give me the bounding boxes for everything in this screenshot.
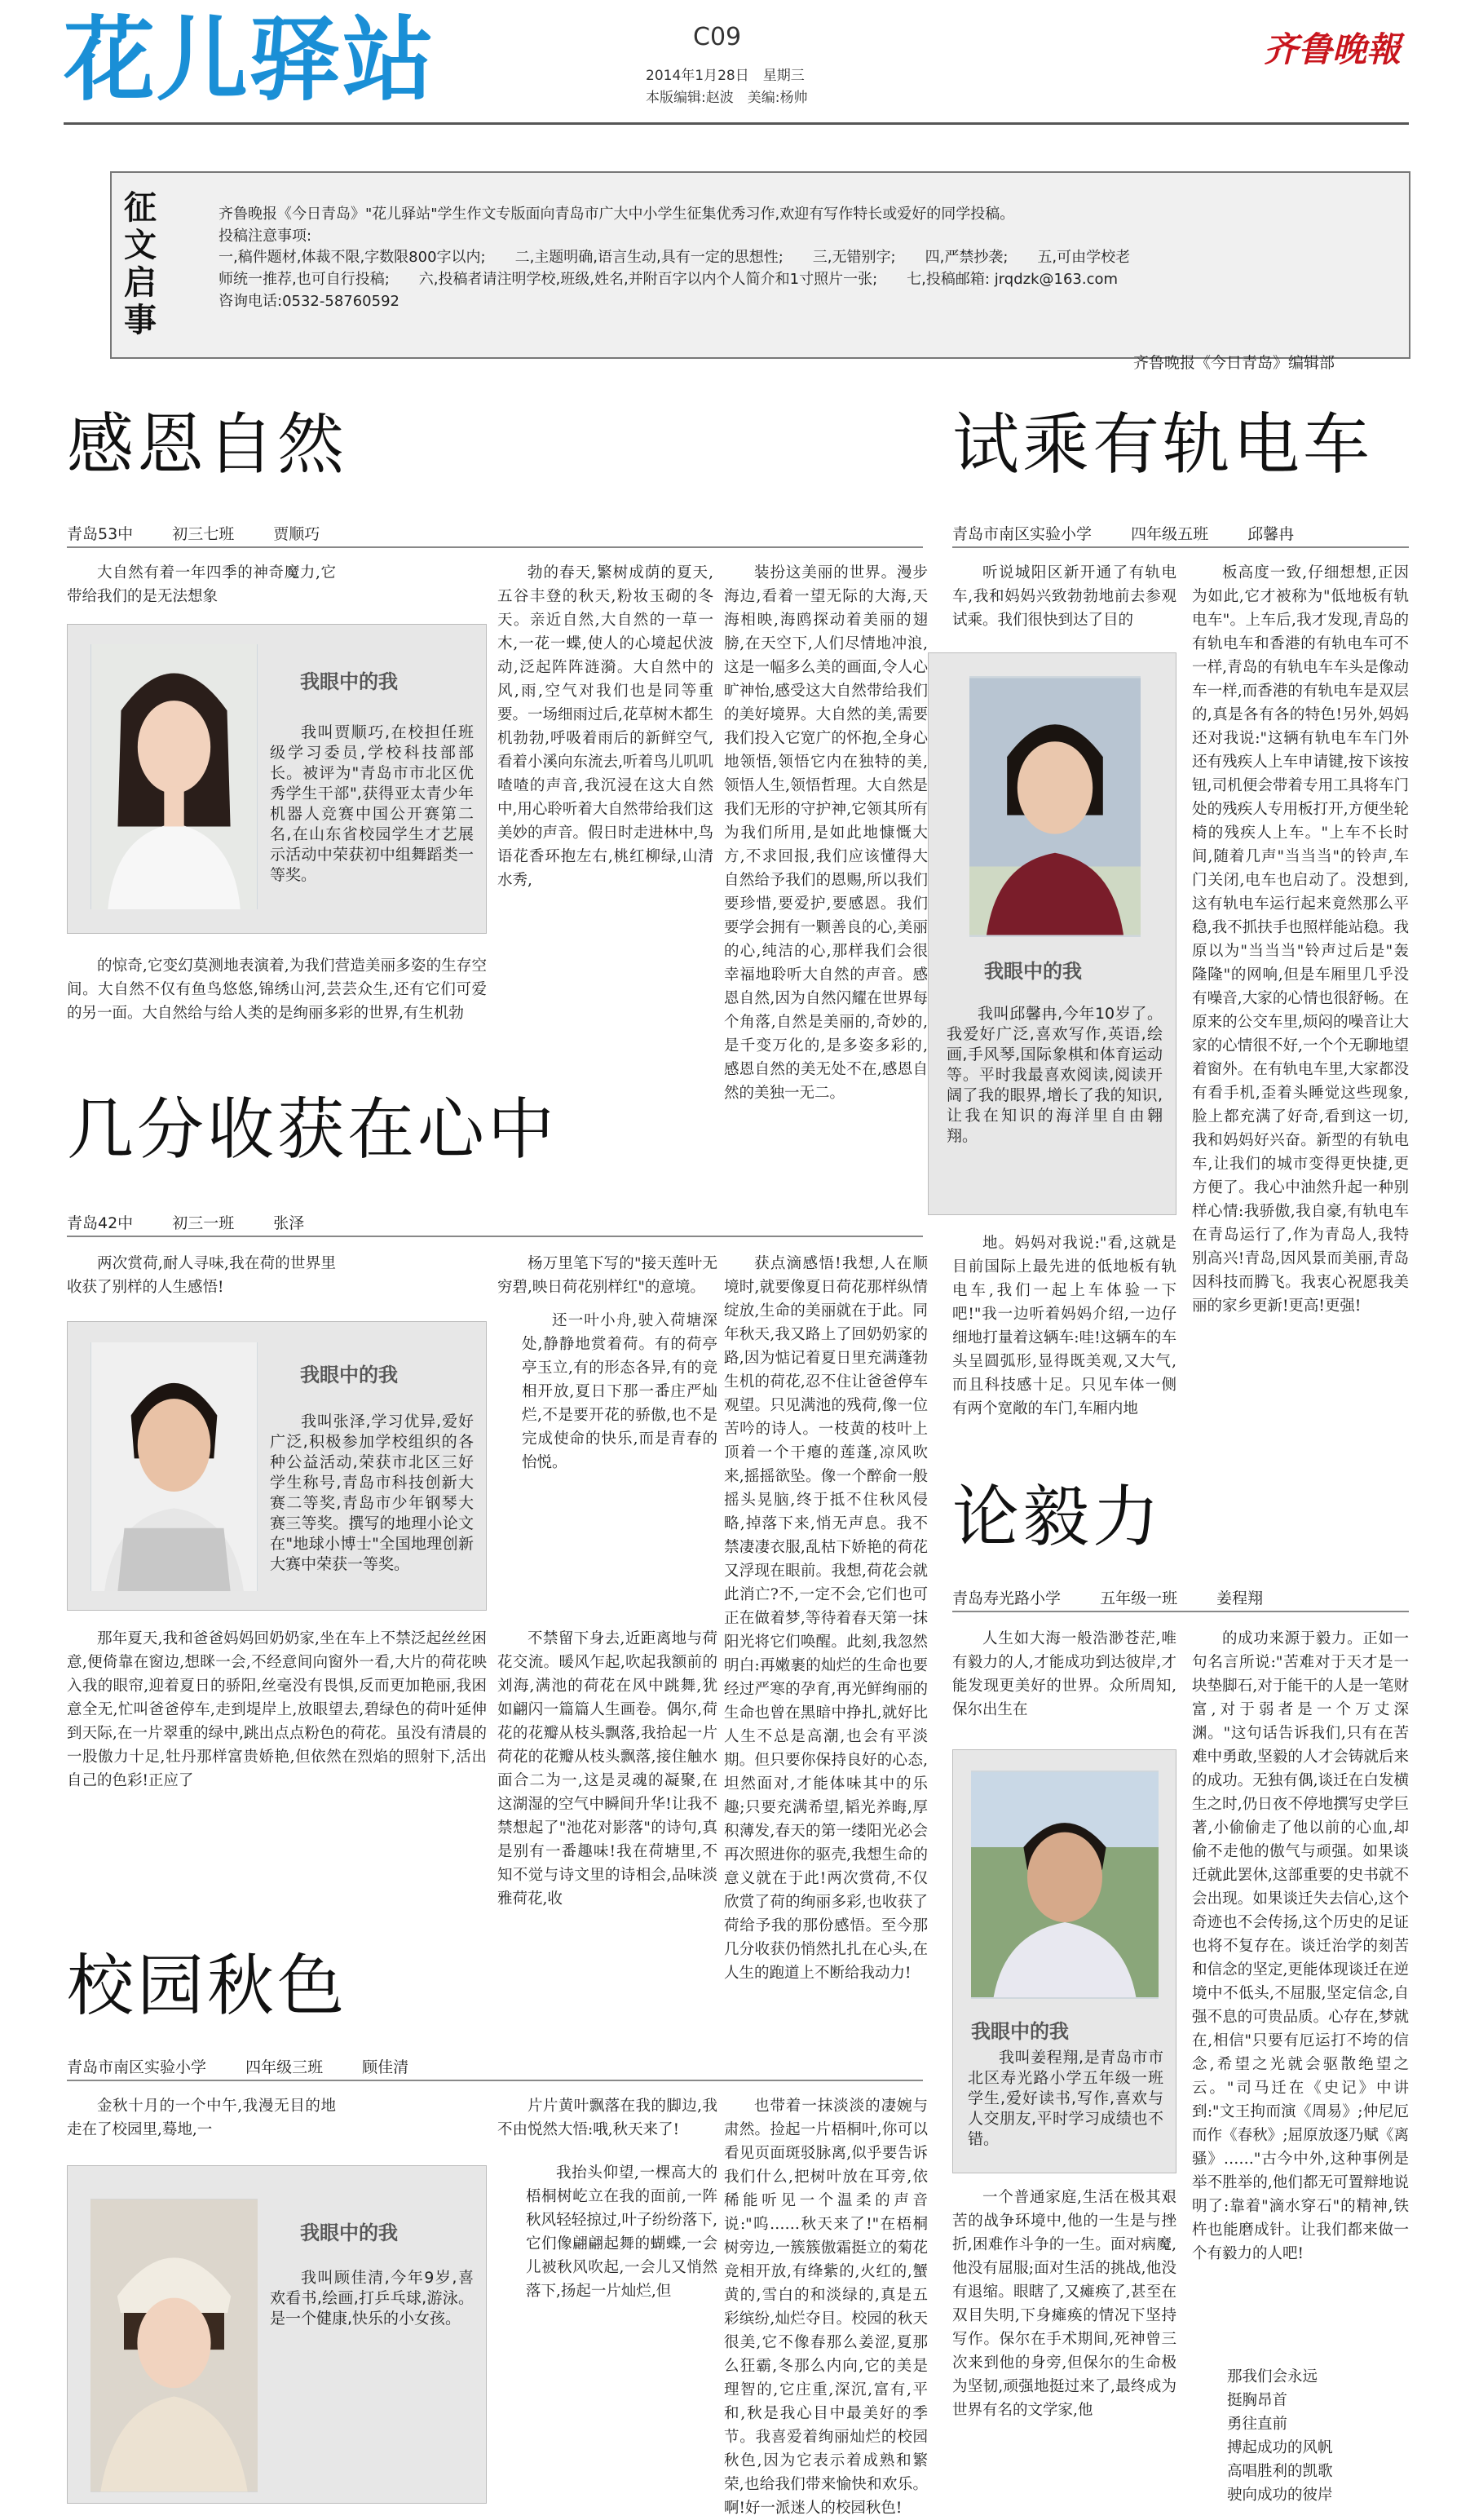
article-column: 获点滴感悟!我想,人在顺境时,就要像夏日荷花那样纵情绽放,生命的美丽就在于此。同年秋天,我又路上了回奶奶家的路,因为惦记着夏日里充满蓬勃生机的荷花,忍不住让爸爸停车观望。只见满池的残荷,像一位苦吟的诗人。一枝黄的枝叶上顶着一个干瘪的莲蓬,凉风吹来,摇摇欲坠。像一个醉俞一般摇头晃脑,终于抵不住秋风侵略,掉落下来,悄无声息。我不禁凄凄衣服,乱枯下娇艳的荷花又浮现在眼前。我想,荷花会就此消亡?不,一定不会,它们也可正在做着梦,等待着春天第一抹阳光将它们唤醒。此刻,我忽然明白:再嫩裹的灿烂的生命也要经过严寒的孕育,再光鲜绚丽的生命也曾在黑暗中挣扎,就好比人生不总是高潮,也会有平淡期。但只要你保持良好的心态,坦然面对,才能体味其中的乐趣;只要充满希望,韬光养晦,厚积薄发,春天的第一缕阳光必会再次照进你的驱壳,我想生命的意义就在于此!两次赏荷,不仅欣赏了荷的绚丽多彩,也收获了荷给予我的那份感悟。至今那几分收获仍悄然扎扎在心头,在人生的跑道上不断给我动力!	[724, 1255, 928, 1982]
article-column: 板高度一致,仔细想想,正因为如此,它才被称为"低地板有轨电车"。上车后,我才发现,青岛的有轨电车和香港的有轨电车可不一样,青岛的有轨电车车头是像动车一样,而香港的有轨电车是双层的,真是各有各的特色!另外,妈妈还对我说:"这辆有轨电车车门外还有残疾人上车申请键,按下该按钮,司机便会带着专用工具将车门处的残疾人专用板打开,方便坐轮椅的残疾人上车。"上车不长时间,随着几声"当当当"的铃声,车门关闭,电车也启动了。没想到,这有轨电车运行起来竟然那么平稳,我不抓扶手也照样能站稳。我原以为"当当当"铃声过后是"轰隆隆"的网响,但是车厢里几乎没有噪音,大家的心情也很舒畅。在原来的公交车里,烦闷的噪音让大家的心情很不好,一个个无聊地望着窗外。在有轨电车里,大家都没有看手机,歪着头睡觉这些现象,脸上都充满了好奇,看到这一切,我和妈妈好兴奋。新型的有轨电车,让我们的城市变得更快捷,更方便了。我心中油然升起一种别样心情:我骄傲,我自豪,有轨电车在青岛运行了,作为青岛人,我特别高兴!青岛,因风景而美丽,青岛因科技而腾飞。我衷心祝愿我美丽的家乡更新!更高!更强!	[1192, 564, 1409, 1315]
byline-author: 贾顺巧	[273, 525, 320, 543]
byline-school: 青岛53中	[67, 525, 134, 543]
student-portrait-image	[90, 2199, 258, 2492]
article-column: 片片黄叶飘落在我的脚边,我不由悦然大悟:哦,秋天来了!	[497, 2098, 717, 2138]
poem-line: 那我们会永远	[1227, 2368, 1318, 2385]
article-column: 听说城阳区新开通了有轨电车,我和妈妈兴致勃勃地前去参观试乘。我们很快到达了目的	[952, 564, 1176, 629]
byline-rule	[67, 546, 923, 548]
notice-heading: 投稿注意事项:	[219, 228, 312, 245]
article-title: 校园秋色	[67, 1947, 348, 2025]
closing-poem	[1227, 2365, 1406, 2504]
byline-rule	[67, 1236, 923, 1237]
article-column: 的惊奇,它变幻莫测地表演着,为我们营造美丽多姿的生存空间。大自然不仅有鱼鸟悠悠,锦绣山河,芸芸众生,还有它们可爱的另一面。大自然给与给人类的是绚丽多彩的世界,有生机勃	[67, 957, 487, 1022]
profile-text: 我叫张泽,学习优异,爱好广泛,积极参加学校组织的各种公益活动,荣获市北区三好学生称号,青岛市科技创新大赛二等奖,青岛市少年钢琴大赛三等奖。撰写的地理小论文在"地球小博士"全国地理创新大赛中荣获一等奖。	[270, 1413, 474, 1573]
article-byline	[67, 522, 354, 544]
byline-author: 张泽	[273, 1214, 305, 1232]
byline-grade: 四年级五班	[1131, 525, 1209, 543]
profile-box	[952, 1749, 1176, 2173]
article-column: 我抬头仰望,一棵高大的梧桐树屹立在我的面前,一阵秋风轻轻掠过,叶子纷纷落下,它们像翩翩起舞的蝴蝶,一会儿被秋风吹起,一会儿又悄然落下,扬起一片灿烂,但	[526, 2164, 717, 2300]
article-byline	[67, 1211, 338, 1233]
student-photo	[971, 1771, 1159, 1999]
article-column: 杨万里笔下写的"接天莲叶无穷碧,映日荷花别样红"的意境。	[497, 1255, 717, 1296]
notice-rules-line-1: 一,稿件题材,体裁不限,字数限800字以内; 二,主题明确,语言生动,具有一定的思想性; 三,无错别字; 四,严禁抄袭; 五,可由学校老	[219, 249, 1131, 266]
profile-heading: 我眼中的我	[984, 960, 1082, 983]
notice-rules-line-2: 师统一推荐,也可自行投稿; 六,投稿者请注明学校,班级,姓名,并附百字以内个人简介和1寸照片一张; 七,投稿邮箱: jrqdzk@163.com	[219, 271, 1119, 288]
article-column: 的成功来源于毅力。正如一句名言所说:"苦难对于天才是一块垫脚石,对于能干的人是一笔财富,对于弱者是一个万丈深渊。"这句话告诉我们,只有在苦难中勇敢,坚毅的人才会铸就后来的成功。无独有偶,谈迁在白发横生之时,仍日夜不停地撰写史学巨著,小偷偷走了他以前的心血,却偷不走他的傲气与顽强。如果谈迁就此罢休,这部重要的史书就不会出现。如果谈迁失去信心,这个奇迹也不会传扬,这个历史的足证也将不复存在。谈迁治学的刻苦和信念的坚定,更能体现谈迁在逆境中不低头,不屈服,坚定信念,自强不息的可贵品质。心存在,梦就在,相信"只要有厄运打不垮的信念,希望之光就会驱散绝望之云。"司马迁在《史记》中讲到:"文王拘而演《周易》;仲尼厄而作《春秋》;屈原放逐乃赋《离骚》……"古今中外,这种事例是举不胜举的,他们都无可置辩地说明了:靠着"滴水穿石"的精神,铁杵也能磨成针。让我们都来做一个有毅力的人吧!	[1192, 1630, 1409, 2262]
article-title: 感恩自然	[67, 406, 348, 484]
article-column: 还一叶小舟,驶入荷塘深处,静静地赏着荷。有的荷亭亭玉立,有的形态各异,有的竞相开放,夏日下那一番庄严灿烂,不是要开花的骄傲,也不是完成使命的快乐,而是青春的怡悦。	[522, 1312, 717, 1471]
article-title: 几分收获在心中	[67, 1091, 558, 1169]
newspaper-logo: 齐鲁晚報	[1264, 29, 1402, 69]
editors-line: 本版编辑:赵波 美编:杨帅	[646, 90, 808, 106]
byline-author: 姜程翔	[1216, 1589, 1264, 1607]
article-title: 试乘有轨电车	[952, 406, 1374, 484]
profile-heading: 我眼中的我	[300, 2222, 398, 2244]
masthead-rule	[64, 122, 1409, 125]
byline-school: 青岛42中	[67, 1214, 134, 1232]
student-portrait-image	[90, 644, 258, 909]
byline-school: 青岛市南区实验小学	[952, 525, 1093, 543]
profile-box	[928, 652, 1176, 1215]
byline-grade: 初三七班	[172, 525, 235, 543]
article-column: 一个普通家庭,生活在极其艰苦的战争环境中,他的一生是与挫折,困难作斗争的一生。面对病魔,他没有屈服;面对生活的挑战,他没有退缩。眼瞎了,又瘫痪了,甚至在双目失明,下身瘫痪的情况下坚持写作。保尔在手术期间,死神曾三次来到他的身旁,但保尔的生命极为坚韧,顽强地挺过来了,最终成为世界有名的文学家,他	[952, 2189, 1176, 2419]
poem-line: 搏起成功的风帆	[1227, 2439, 1333, 2456]
byline-author: 顾佳清	[362, 2058, 409, 2076]
article-column: 金秋十月的一个中午,我漫无目的地走在了校园里,蓦地,一	[67, 2098, 336, 2138]
issue-date: 2014年1月28日 星期三	[646, 68, 805, 84]
page-number: C09	[693, 23, 742, 51]
section-title: 花儿驿站	[64, 7, 435, 113]
profile-box	[67, 624, 487, 934]
student-photo	[90, 1342, 258, 1591]
article-column: 那年夏天,我和爸爸妈妈回奶奶家,坐在车上不禁泛起丝丝困意,便倚靠在窗边,想眯一会,不经意间向窗外一看,大片的荷花映入我的眼帘,迎着夏日的骄阳,丝毫没有畏惧,反而更加艳丽,我困意全无,忙叫爸爸停车,走到堤岸上,放眼望去,碧绿色的荷叶延伸到天际,在一片翠重的绿中,跳出点点粉色的荷花。虽没有清晨的一股傲力十足,牡丹那样富贵娇艳,但依然在烈焰的照射下,活出自己的色彩!正应了	[67, 1630, 487, 1789]
byline-rule	[67, 2080, 923, 2081]
profile-text: 我叫顾佳清,今年9岁,喜欢看书,绘画,打乒乓球,游泳。是一个健康,快乐的小女孩。	[270, 2269, 474, 2328]
article-column: 也带着一抹淡淡的凄婉与肃然。捡起一片梧桐叶,你可以看见页面斑驳脉离,似乎要告诉我们什么,把树叶放在耳旁,依稀能听见一个温柔的声音说:"呜……秋天来了!"在梧桐树旁边,一簇簇傲霜挺立的菊花竞相开放,有绛紫的,火红的,蟹黄的,雪白的和淡绿的,真是五彩缤纷,灿烂夺目。校园的秋天很美,它不像春那么姜涩,夏那么狂霸,冬那么内向,它的美是理智的,它庄重,深沉,富有,平和,秋是我心目中最美好的季节。我喜爱着绚丽灿烂的校园秋色,因为它表示着成熟和繁荣,也给我们带来愉快和欢乐。啊!好一派迷人的校园秋色!	[724, 2098, 928, 2517]
student-portrait-image	[969, 676, 1141, 937]
poem-line: 驶向成功的彼岸	[1227, 2487, 1333, 2504]
article-column: 地。妈妈对我说:"看,这就是目前国际上最先进的低地板有轨电车,我们一起上车体验一下吧!"我一边听着妈妈介绍,一边仔细地打量着这辆车:哇!这辆车的车头呈圆弧形,显得既美观,又大气,而且科技感十足。只见车体一侧有两个宽敞的车门,车厢内地	[952, 1235, 1176, 1417]
byline-rule	[952, 546, 1409, 548]
article-column: 装扮这美丽的世界。漫步海边,看着一望无际的大海,天海相映,海鸥探动着美丽的翅膀,在天空下,人们尽情地冲浪,这是一幅多么美的画面,令人心旷神怡,感受这大自然带给我们的美好境界。大自然的美,需要我们投入它宽广的怀抱,全身心地领悟,领悟它内在独特的美,领悟人生,领悟哲理。大自然是我们无形的守护神,它领其所有为我们所用,是如此地慷慨大方,不求回报,我们应该懂得大自然给予我们的恩赐,所以我们要珍惜,要爱护,要感恩。我们要学会拥有一颗善良的心,美丽的心,纯洁的心,那样我们会很幸福地聆听大自然的声音。感恩自然,因为自然闪耀在世界每个角落,自然是美丽的,奇妙的,是千变万化的,是多姿多彩的,感恩自然的美无处不在,感恩自然的美独一无二。	[724, 564, 928, 1102]
profile-heading: 我眼中的我	[971, 2020, 1069, 2043]
student-portrait-image	[971, 1771, 1159, 1999]
notice-label: 征文启事	[124, 189, 157, 339]
student-photo	[969, 676, 1141, 937]
notice-phone: 咨询电话:0532-58760592	[219, 293, 400, 310]
profile-text: 我叫邱馨冉,今年10岁了。我爱好广泛,喜欢写作,英语,绘画,手风琴,国际象棋和体育运动等。平时我最喜欢阅读,阅读开阔了我的眼界,增长了我的知识,让我在知识的海洋里自由翱翔。	[947, 1005, 1163, 1145]
article-byline	[952, 1586, 1297, 1608]
article-column: 勃的春天,繁树成荫的夏天,五谷丰登的秋天,粉妆玉砌的冬天。亲近自然,大自然的一草一木,一花一蝶,使人的心境起伏波动,泛起阵阵涟漪。大自然中的风,雨,空气对我们也是同等重要。一场细雨过后,花草树木都生机勃勃,呼吸着雨后的新鲜空气,看着小溪向东流去,听着鸟儿叽叽喳喳的声音,我沉浸在这大自然中,用心聆听着大自然带给我们这美妙的声音。假日时走进林中,鸟语花香环抱左右,桃红柳绿,山清水秀,	[497, 564, 713, 889]
article-column: 人生如大海一般浩渺苍茫,唯有毅力的人,才能成功到达彼岸,才能发现更美好的世界。众所周知,保尔出生在	[952, 1630, 1176, 1718]
article-column: 不禁留下身去,近距离地与荷花交流。暖风乍起,吹起我额前的刘海,满池的荷花在风中跳舞,犹如翩闪一篇篇人生画卷。偶尔,荷花的花瓣从枝头飘落,我拾起一片荷花的花瓣从枝头飘落,接住触水面合二为一,这是灵魂的凝聚,在这湖湿的空气中瞬间升华!让我不禁想起了"池花对影落"的诗句,真是别有一番趣味!我在荷塘里,不知不觉与诗文里的诗相会,品味淡雅荷花,收	[497, 1630, 717, 1908]
byline-school: 青岛寿光路小学	[952, 1589, 1062, 1607]
article-byline	[67, 2055, 443, 2077]
byline-school: 青岛市南区实验小学	[67, 2058, 207, 2076]
article-byline	[952, 522, 1328, 544]
profile-text: 我叫贾顺巧,在校担任班级学习委员,学校科技部部长。被评为"青岛市市北区优秀学生干部",获得亚太青少年机器人竞赛中国公开赛第二名,在山东省校园学生才艺展示活动中荣获初中组舞蹈类一等奖。	[270, 723, 474, 884]
byline-grade: 初三一班	[172, 1214, 235, 1232]
poem-line: 勇往直前	[1227, 2416, 1288, 2433]
student-portrait-image	[90, 1342, 258, 1591]
profile-heading: 我眼中的我	[300, 1364, 398, 1386]
student-photo	[90, 644, 258, 909]
byline-grade: 五年级一班	[1100, 1589, 1178, 1607]
article-title: 论毅力	[952, 1479, 1163, 1556]
profile-text: 我叫姜程翔,是青岛市市北区寿光路小学五年级一班学生,爱好读书,写作,喜欢与人交朋友,平时学习成绩也不错。	[968, 2049, 1163, 2148]
article-column: 大自然有着一年四季的神奇魔力,它带给我们的是无法想象	[67, 564, 336, 605]
poem-line: 高唱胜利的凯歌	[1227, 2463, 1333, 2480]
notice-signature: 齐鲁晚报《今日青岛》编辑部	[1133, 354, 1335, 372]
profile-box	[67, 2165, 487, 2504]
profile-heading: 我眼中的我	[300, 670, 398, 693]
profile-box	[67, 1321, 487, 1611]
poem-line: 挺胸昂首	[1227, 2392, 1288, 2409]
notice-intro: 齐鲁晚报《今日青岛》"花儿驿站"学生作文专版面向青岛市广大中小学生征集优秀习作,欢迎有写作特长或爱好的同学投稿。	[219, 206, 1015, 223]
byline-author: 邱馨冉	[1247, 525, 1295, 543]
article-column: 两次赏荷,耐人寻味,我在荷的世界里收获了别样的人生感悟!	[67, 1255, 336, 1296]
byline-rule	[952, 1611, 1409, 1612]
student-photo	[90, 2199, 258, 2492]
byline-grade: 四年级三班	[245, 2058, 324, 2076]
